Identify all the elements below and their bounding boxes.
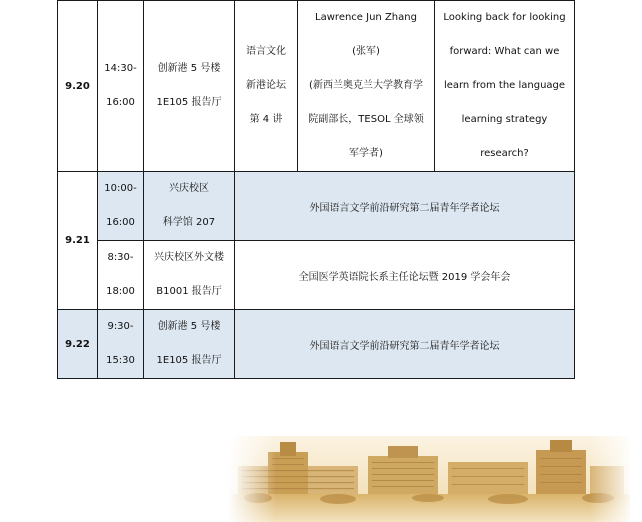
venue-cell [144, 172, 235, 241]
speaker-line: Lawrence Jun Zhang [315, 12, 417, 23]
venue-cell [144, 310, 235, 379]
time-end: 16:00 [106, 217, 135, 228]
topic-line: research? [480, 148, 529, 159]
venue-cell [144, 241, 235, 310]
topic-line: learn from the language [443, 80, 566, 91]
speaker-cell [298, 1, 435, 172]
time-cell [98, 241, 144, 310]
speaker-line: (新西兰奥克兰大学教育学 [309, 80, 423, 91]
date-cell: 9.22 [58, 310, 98, 379]
schedule-table [57, 0, 575, 379]
time-cell [98, 1, 144, 172]
time-cell [98, 310, 144, 379]
schedule-row-922 [58, 310, 575, 379]
forum-line: 语言文化 [246, 46, 286, 57]
event-cell: 全国医学英语院长系主任论坛暨 2019 学会年会 [235, 241, 575, 310]
time-start: 8:30- [107, 252, 134, 263]
forum-cell [235, 1, 298, 172]
date-cell: 9.21 [58, 172, 98, 310]
time-start: 9:30- [107, 321, 134, 332]
venue-cell [144, 1, 235, 172]
topic-line: Looking back for looking [443, 12, 566, 23]
venue-line: 科学馆 207 [162, 217, 216, 228]
campus-buildings-image [228, 436, 630, 522]
speaker-line: 院副部长，TESOL 全球领 [308, 114, 424, 125]
venue-line: 1E105 报告厅 [156, 97, 222, 108]
campus-illustration [228, 436, 630, 522]
topic-cell [435, 1, 575, 172]
venue-line: 1E105 报告厅 [156, 355, 222, 366]
venue-line: B1001 报告厅 [156, 286, 222, 297]
schedule-row-920 [58, 1, 575, 172]
venue-line: 兴庆校区外文楼 [154, 252, 224, 263]
time-end: 16:00 [106, 97, 135, 108]
venue-line: 兴庆校区 [169, 183, 209, 194]
time-start: 10:00- [104, 183, 137, 194]
speaker-line: (张军) [352, 46, 380, 57]
venue-line: 创新港 5 号楼 [157, 63, 221, 74]
event-cell: 外国语言文学前沿研究第二届青年学者论坛 [235, 172, 575, 241]
topic-line: learning strategy [461, 114, 548, 125]
schedule-row-921a [58, 172, 575, 241]
venue-line: 创新港 5 号楼 [157, 321, 221, 332]
forum-line: 新港论坛 [246, 80, 286, 91]
schedule-row-921b [58, 241, 575, 310]
topic-line: forward: What can we [449, 46, 560, 57]
time-end: 18:00 [106, 286, 135, 297]
event-cell: 外国语言文学前沿研究第二届青年学者论坛 [235, 310, 575, 379]
time-start: 14:30- [104, 63, 137, 74]
date-cell: 9.20 [58, 1, 98, 172]
time-end: 15:30 [106, 355, 135, 366]
time-cell [98, 172, 144, 241]
speaker-line: 军学者) [349, 148, 383, 159]
forum-line: 第 4 讲 [249, 114, 283, 125]
